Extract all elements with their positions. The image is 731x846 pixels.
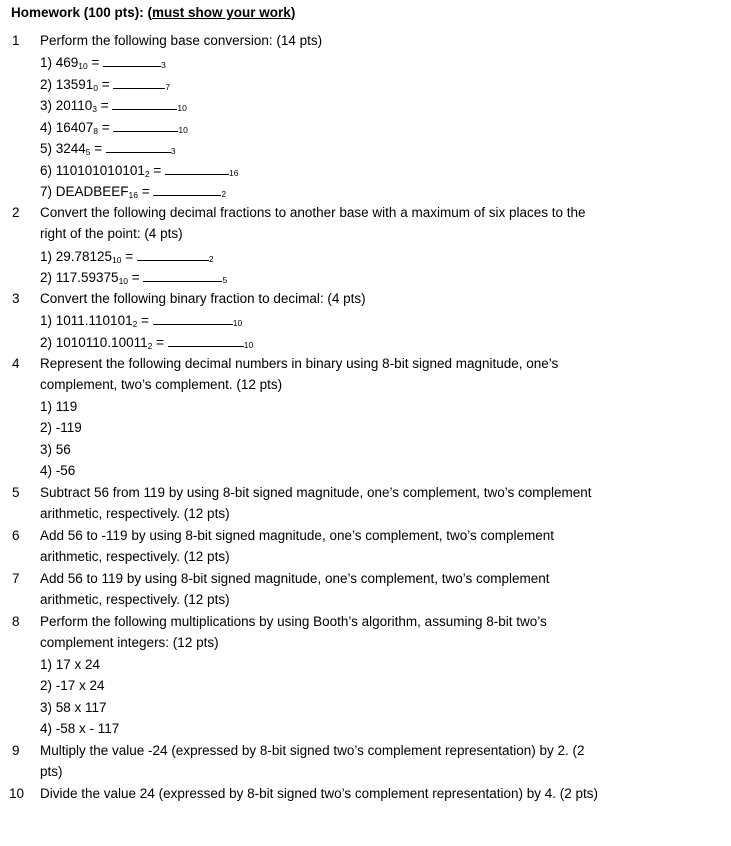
- question-number: 2: [12, 205, 20, 220]
- question-text: Convert the following binary fraction to decimal: (4 pts): [40, 291, 366, 306]
- question-number: 5: [12, 485, 20, 500]
- list-item: 3) 58 x 117: [40, 700, 107, 715]
- answer-blank[interactable]: [153, 312, 233, 325]
- answer-blank[interactable]: [113, 76, 165, 89]
- question-text: Convert the following decimal fractions to another base with a maximum of six places to the: [40, 205, 586, 220]
- question-text: right of the point: (4 pts): [40, 226, 183, 241]
- question-text: complement integers: (12 pts): [40, 635, 219, 650]
- conversion-item: 5) $3244_5 = 3$: [40, 141, 176, 157]
- conversion-item: 3) $20110_3 = 10$: [40, 98, 187, 114]
- answer-blank[interactable]: [165, 162, 229, 175]
- question-number: 8: [12, 614, 20, 629]
- conversion-item: 1) $29.78125_{10} = 2$: [40, 249, 214, 265]
- question-text: Perform the following base conversion: (14 pts): [40, 33, 323, 48]
- title-prefix: Homework (100 pts): (: [11, 5, 153, 20]
- conversion-item: 4) $16407_8 = 10$: [40, 120, 188, 136]
- question-text: Perform the following multiplications by using Booth’s algorithm, assuming 8-bit two’s: [40, 614, 547, 629]
- question-text: Subtract 56 from 119 by using 8-bit signed magnitude, one’s complement, two’s complement: [40, 485, 592, 500]
- question-text: Represent the following decimal numbers in binary using 8-bit signed magnitude, one’s: [40, 356, 559, 371]
- question-text: arithmetic, respectively. (12 pts): [40, 592, 230, 607]
- list-item: 1) 119: [40, 399, 78, 414]
- list-item: 2) -119: [40, 420, 82, 435]
- question-number: 10: [9, 786, 25, 801]
- answer-blank[interactable]: [112, 97, 177, 110]
- question-number: 1: [12, 33, 20, 48]
- question-text: arithmetic, respectively. (12 pts): [40, 506, 230, 521]
- question-text: Add 56 to -119 by using 8-bit signed magnitude, one’s complement, two’s complement: [40, 528, 555, 543]
- answer-blank[interactable]: [168, 334, 244, 347]
- answer-blank[interactable]: [137, 248, 209, 261]
- answer-blank[interactable]: [103, 54, 161, 67]
- question-text: Add 56 to 119 by using 8-bit signed magnitude, one’s complement, two’s complement: [40, 571, 550, 586]
- question-text: complement, two’s complement. (12 pts): [40, 377, 283, 392]
- list-item: 3) 56: [40, 442, 71, 457]
- list-item: 4) -56: [40, 463, 76, 478]
- question-number: 4: [12, 356, 20, 371]
- question-text: pts): [40, 764, 63, 779]
- question-text: arithmetic, respectively. (12 pts): [40, 549, 230, 564]
- question-number: 6: [12, 528, 20, 543]
- question-number: 7: [12, 571, 20, 586]
- conversion-item: 7) $DEADBEEF_{16} = 2$: [40, 184, 227, 200]
- answer-blank[interactable]: [153, 183, 221, 196]
- conversion-item: 2) $117.59375_{10} = 5$: [40, 270, 228, 286]
- conversion-item: 2) $1010110.10011_2 = 10$: [40, 335, 254, 351]
- question-text: Multiply the value -24 (expressed by 8-bit signed two’s complement representation) by 2. (2: [40, 743, 585, 758]
- answer-blank[interactable]: [143, 269, 222, 282]
- list-item: 4) -58 x - 117: [40, 721, 120, 736]
- conversion-item: 6) $110101010101_2 = 16$: [40, 163, 239, 179]
- conversion-item: 2) $13591_0 = 7$: [40, 77, 171, 93]
- answer-blank[interactable]: [106, 140, 171, 153]
- question-number: 9: [12, 743, 20, 758]
- list-item: 1) 17 x 24: [40, 657, 101, 672]
- title-underlined: must show your work: [152, 5, 291, 20]
- conversion-item: 1) $469_{10} = 3$: [40, 55, 166, 71]
- question-text: Divide the value 24 (expressed by 8-bit signed two’s complement representation) by 4. (2 pts): [40, 786, 599, 801]
- conversion-item: 1) $1011.110101_2 = 10$: [40, 313, 243, 329]
- title-suffix: ): [290, 5, 296, 20]
- page-title: [11, 5, 295, 20]
- answer-blank[interactable]: [113, 119, 178, 132]
- question-number: 3: [12, 291, 20, 306]
- list-item: 2) -17 x 24: [40, 678, 105, 693]
